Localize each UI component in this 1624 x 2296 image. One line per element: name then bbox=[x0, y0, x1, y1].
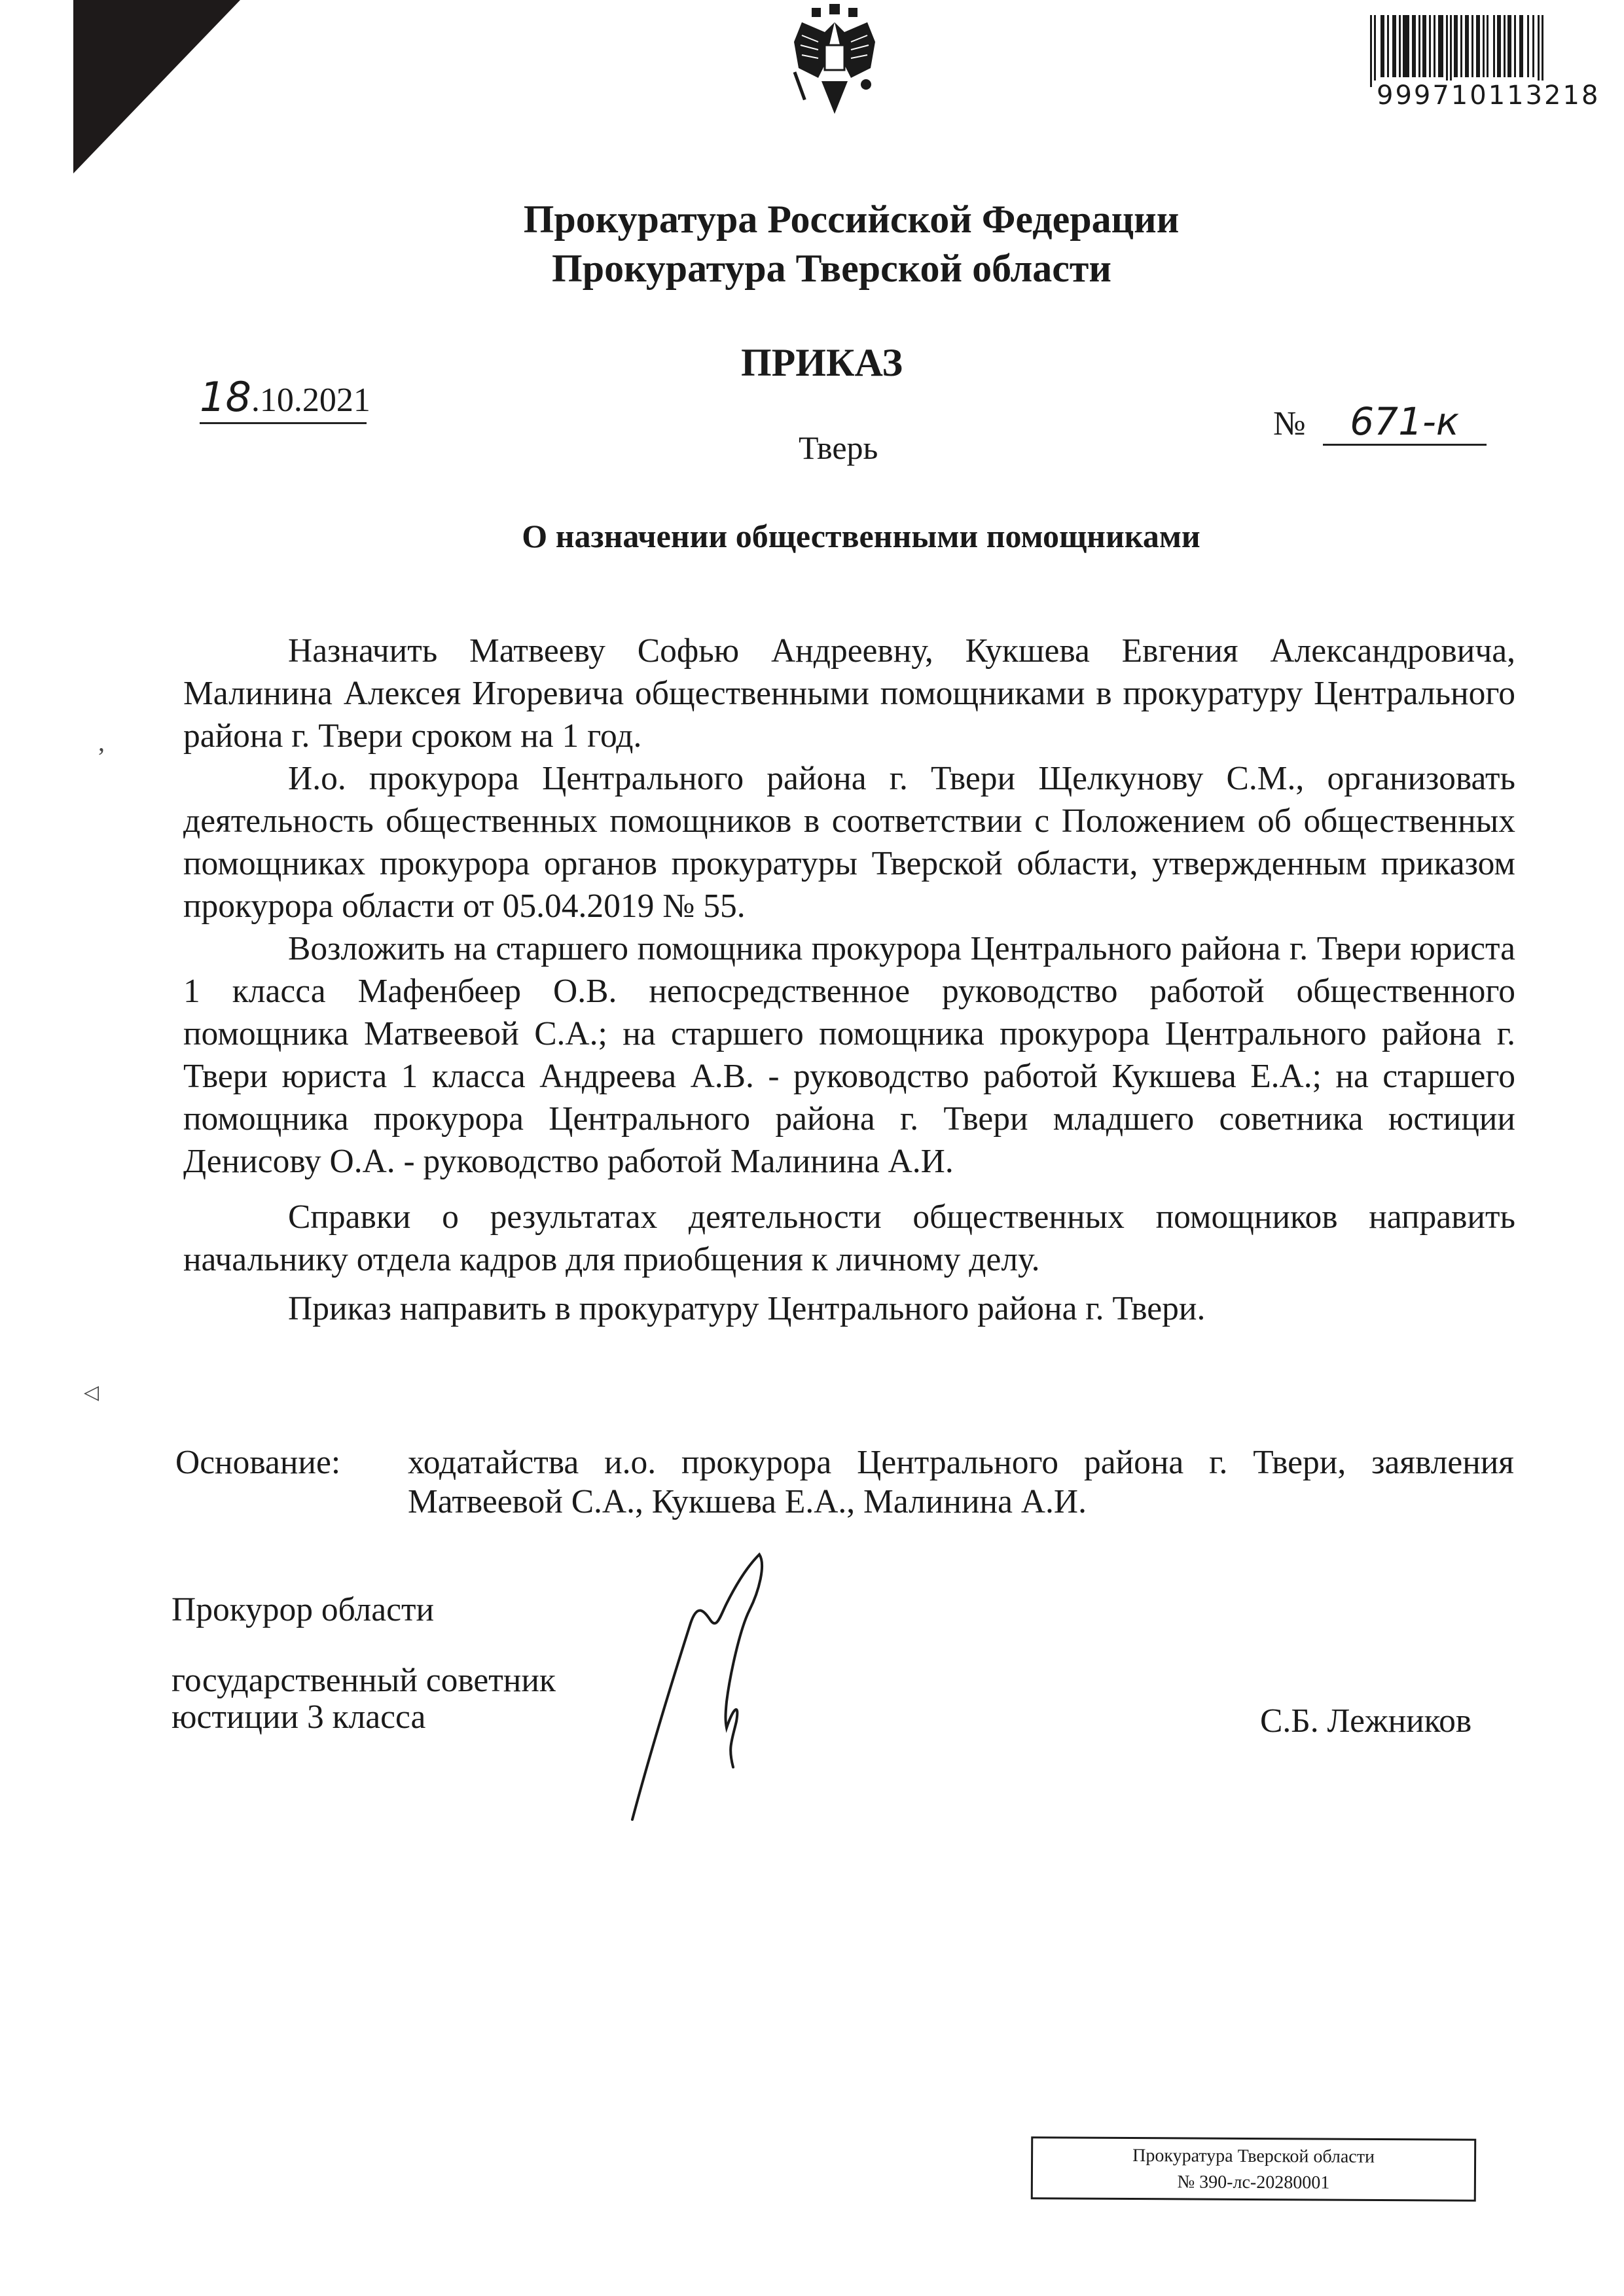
scan-speck: ◁ bbox=[84, 1382, 99, 1403]
signatory-rank-line: юстиции 3 класса bbox=[171, 1698, 426, 1736]
registration-stamp bbox=[1031, 2136, 1476, 2202]
scan-speck: , bbox=[98, 727, 105, 757]
body-paragraph: Справки о результатах деятельности общественных помощников направить начальнику отдела кадров для приобщения к личному делу. bbox=[183, 1198, 1515, 1278]
order-city: Тверь bbox=[799, 429, 878, 466]
registration-stamp-org: Прокуратура Тверской области bbox=[1132, 2145, 1375, 2167]
coat-of-arms-emblem bbox=[789, 3, 880, 120]
basis-label: Основание: bbox=[175, 1444, 341, 1481]
body-paragraph: Возложить на старшего помощника прокурора Центрального района г. Твери юриста 1 класса Мафенбеер О.В. непосредственное руководство работой общественного помощника Матвеевой С.А.; на старшего помощника прокурора Центрального района г. Твери юриста 1 класса Андреева А.В. - руководство работой Кукшева Е.А.; на старшего помощника прокурора Центрального района г. Твери младшего советника юстиции Денисову О.А. - руководство работой Малинина А.И. bbox=[183, 930, 1515, 1180]
basis-text: ходатайства и.о. прокурора Центрального района г. Твери, заявления Матвеевой С.А., Кукшева Е.А., Малинина А.И. bbox=[408, 1444, 1514, 1520]
signatory-name: С.Б. Лежников bbox=[1260, 1702, 1472, 1740]
order-number-handwritten: 671-к bbox=[1323, 399, 1487, 446]
handwritten-signature bbox=[628, 1551, 890, 1826]
registration-stamp-number: № 390-лс-20280001 bbox=[1177, 2172, 1330, 2193]
order-date-day-handwritten: 18 bbox=[200, 373, 251, 421]
barcode bbox=[1365, 12, 1614, 111]
barcode-number: 999710113218 bbox=[1374, 81, 1602, 111]
order-number-label: № bbox=[1273, 405, 1306, 442]
order-subject: О назначении общественными помощниками bbox=[522, 518, 1200, 554]
order-date bbox=[200, 373, 370, 424]
body-paragraph: Назначить Матвееву Софью Андреевну, Кукшева Евгения Александровича, Малинина Алексея Игоревича общественными помощниками в прокуратуру Центрального района г. Твери сроком на 1 год. bbox=[183, 632, 1515, 755]
barcode-bars bbox=[1365, 12, 1574, 87]
order-date-printed: .10.2021 bbox=[251, 382, 370, 419]
document-title: ПРИКАЗ bbox=[740, 341, 903, 384]
body-paragraph: Приказ направить в прокуратуру Центрального района г. Твери. bbox=[288, 1290, 1206, 1327]
org-name-federal: Прокуратура Российской Федерации bbox=[523, 198, 1180, 241]
signatory-position: Прокурор области bbox=[171, 1591, 435, 1628]
order-body bbox=[183, 630, 1515, 1330]
signatory-rank bbox=[171, 1662, 556, 1736]
scan-corner-mark bbox=[73, 0, 240, 173]
org-name-regional: Прокуратура Тверской области bbox=[552, 247, 1111, 290]
signatory-rank-line: государственный советник bbox=[171, 1662, 556, 1699]
order-number bbox=[1273, 399, 1487, 446]
body-paragraph: И.о. прокурора Центрального района г. Твери Щелкунову С.М., организовать деятельность общественных помощников в соответствии с Положением об общественных помощниках прокурора органов прокуратуры Тверской области, утвержденным приказом прокурора области от 05.04.2019 № 55. bbox=[183, 760, 1515, 925]
